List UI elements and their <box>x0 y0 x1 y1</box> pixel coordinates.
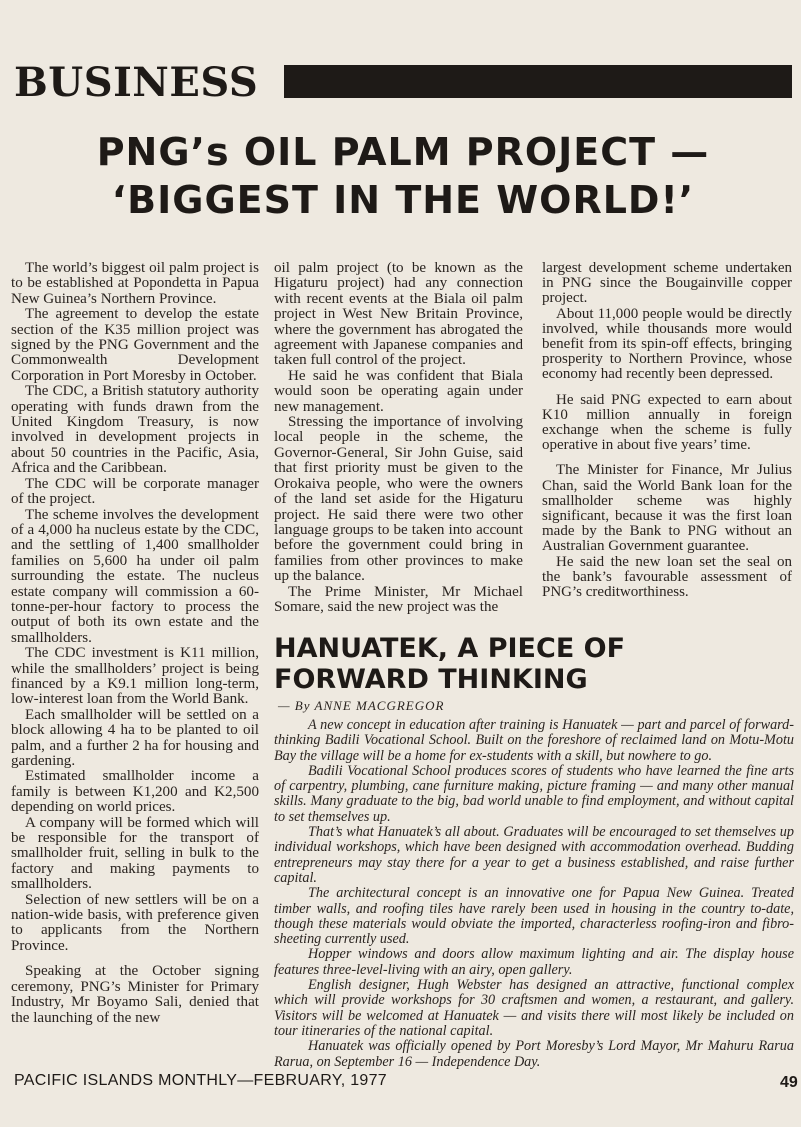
paragraph: The CDC investment is K11 million, while the smallholders’ project is being financed by a K9.1 million long-term, low-interest loan from the World Bank. <box>11 645 259 708</box>
paragraph: The Minister for Finance, Mr Julius Chan, said the World Bank loan for the smallholder scheme was highly significant, because it was the first loan made by the Bank to PNG without an Australian Government guarantee. <box>542 462 792 555</box>
section-rule <box>284 65 792 98</box>
paragraph: The scheme involves the development of a 4,000 ha nucleus estate by the CDC, and the settling of 1,400 smallholder families on 5,600 ha under oil palm surrounding the estate. The nucleus estate company will commission a 60-tonne-per-hour factory to process the output of both its own estate and the smallholders. <box>11 506 259 646</box>
headline-line-2: ‘BIGGEST IN THE WORLD!’ <box>111 178 695 222</box>
paragraph: Selection of new settlers will be on a nation-wide basis, with preference given to applicants from the Northern Province. <box>11 891 259 954</box>
paragraph: oil palm project (to be known as the Higaturu project) had any connection with recent events at the Biala oil palm project in West New Britain Province, where the government has abrogated the agreement with Japanese companies and taken full control of the project. <box>274 260 523 369</box>
paragraph: A company will be formed which will be responsible for the transport of smallholder fruit, selling in bulk to the factory and making payments to smallholders. <box>11 814 259 893</box>
paragraph: The architectural concept is an innovative one for Papua New Guinea. Treated timber walls, and roofing tiles have rarely been used in housing in the country to-date, though these materials would obviate the imported, characterless roofing-iron and fibro-sheeting currently used. <box>274 885 794 948</box>
paragraph: He said the new loan set the seal on the bank’s favourable assessment of PNG’s creditworthiness. <box>542 553 792 601</box>
paragraph: The world’s biggest oil palm project is to be established at Popondetta in Papua New Guinea’s Northern Province. <box>11 260 259 307</box>
paragraph: Hanuatek was officially opened by Port Moresby’s Lord Mayor, Mr Mahuru Rarua Rarua, on September 16 — Independence Day. <box>274 1038 794 1070</box>
section-label: BUSINESS <box>14 59 259 106</box>
paragraph: He said he was confident that Biala would soon be operating again under new management. <box>274 367 523 415</box>
article-column-1 <box>11 261 259 1026</box>
publication-footer: PACIFIC ISLANDS MONTHLY—FEBRUARY, 1977 <box>14 1072 387 1089</box>
paragraph: Estimated smallholder income a family is between K1,200 and K2,500 depending on world prices. <box>11 768 259 816</box>
main-headline <box>14 128 792 224</box>
paragraph: Speaking at the October signing ceremony, PNG’s Minister for Primary Industry, Mr Boyamo Sali, denied that the launching of the new <box>11 963 259 1026</box>
paragraph: He said PNG expected to earn about K10 million annually in foreign exchange when the scheme is fully operative in about five years’ time. <box>542 391 792 454</box>
paragraph: The CDC, a British statutory authority operating with funds drawn from the United Kingdom Treasury, is now involved in development projects in about 50 countries in the Pacific, Asia, Africa and the Caribbean. <box>11 383 259 477</box>
section-header <box>14 60 792 106</box>
sub-headline-line-2: FORWARD THINKING <box>274 664 588 695</box>
paragraph: The CDC will be corporate manager of the project. <box>11 475 259 508</box>
paragraph: Stressing the importance of involving local people in the scheme, the Governor-General, Sir John Guise, said that first priority must be given to the Orokaiva people, who were the owners of the land set aside for the Higaturu project. He said there were two other language groups to be taken into account before the government could bring in families from other provinces to make up the balance. <box>274 414 523 585</box>
paragraph: The Prime Minister, Mr Michael Somare, said the new project was the <box>274 583 523 615</box>
sub-article-body <box>274 718 794 1070</box>
article-column-2 <box>274 261 523 615</box>
paragraph: That’s what Hanuatek’s all about. Graduates will be encouraged to set themselves up individual workshops, which have been designed with accommodation overhead. Budding entrepreneurs may stay there for a year to get a business established, and raise further capital. <box>274 824 794 886</box>
paragraph: Badili Vocational School produces scores of students who have learned the fine arts of carpentry, plumbing, cane furniture making, picture framing — and many other manual skills. Many graduate to the big, bad world unable to find employment, and without capital to set themselves up. <box>274 762 794 825</box>
paragraph: largest development scheme undertaken in PNG since the Bougainville copper project. <box>542 260 792 307</box>
paragraph: Hopper windows and doors allow maximum lighting and air. The display house features three-level-living with an airy, open gallery. <box>274 946 794 978</box>
sub-article-headline <box>274 633 794 695</box>
paragraph: About 11,000 people would be directly involved, while thousands more would benefit from its spin-off effects, bringing prosperity to Northern Province, whose economy had recently been depressed. <box>542 305 792 383</box>
sub-headline-line-1: HANUATEK, A PIECE OF <box>274 633 626 664</box>
byline: — By ANNE MACGREGOR <box>278 698 445 713</box>
paragraph: Each smallholder will be settled on a block allowing 4 ha to be planted to oil palm, and a further 2 ha for housing and gardening. <box>11 706 259 769</box>
headline-line-1: PNG’s OIL PALM PROJECT — <box>96 130 710 174</box>
paragraph: English designer, Hugh Webster has designed an attractive, functional complex which will provide workshops for 30 craftsmen and women, a restaurant, and gallery. Visitors will be welcomed at Hanuatek — and visits there will most likely be included on tour itineraries of the national capital. <box>274 977 794 1039</box>
paragraph: A new concept in education after training is Hanuatek — part and parcel of forward-thinking Badili Vocational School. Built on the foreshore of reclaimed land on Motu-Motu Bay the village will be a home for ex-students with a skill, but nowhere to go. <box>274 717 794 764</box>
paragraph: The agreement to develop the estate section of the K35 million project was signed by the PNG Government and the Commonwealth Development Corporation in Port Moresby in October. <box>11 306 259 384</box>
page-number: 49 <box>780 1074 798 1091</box>
article-column-3 <box>542 261 792 600</box>
